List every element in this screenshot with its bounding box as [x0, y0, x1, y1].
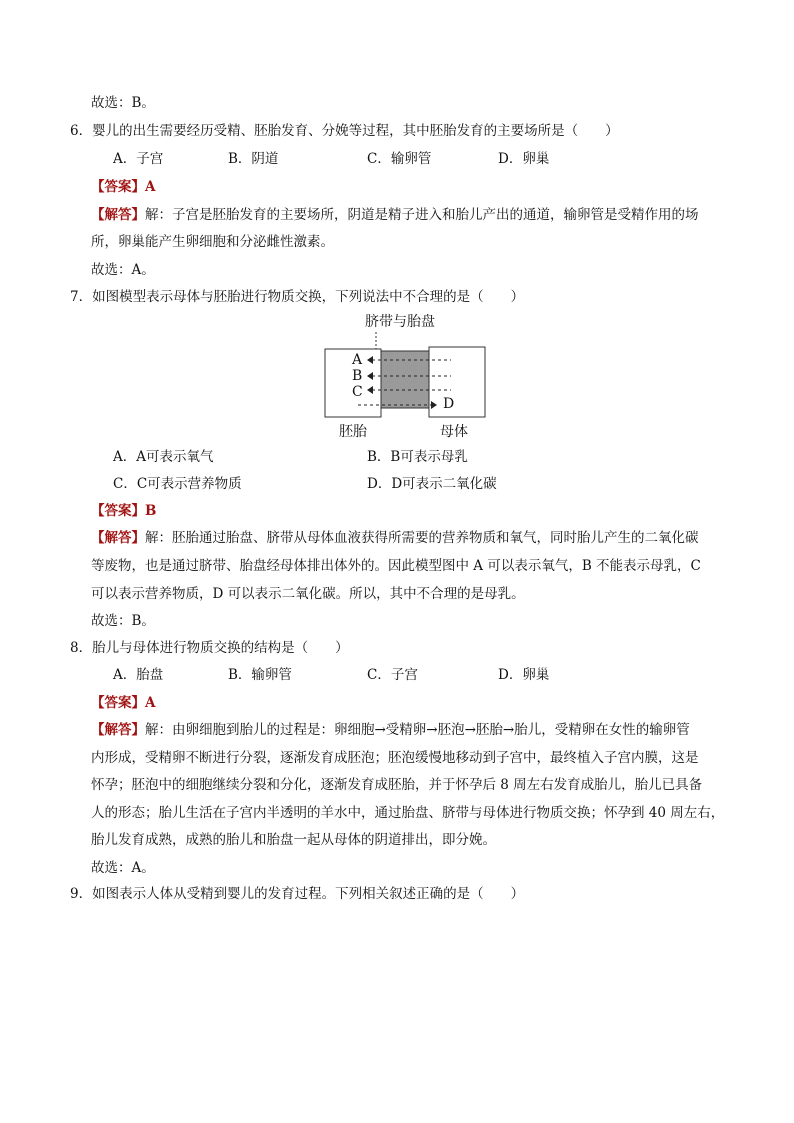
q7-conclusion: 故选：B。: [91, 613, 155, 629]
q6-analysis-line-2: 所，卵巢能产生卵细胞和分泌雌性激素。: [91, 234, 334, 250]
q9-stem: 9．如图表示人体从受精到婴儿的发育过程。下列相关叙述正确的是（ ）: [70, 886, 525, 902]
q7-stem: 7．如图模型表示母体与胚胎进行物质交换，下列说法中不合理的是（ ）: [70, 289, 525, 305]
mother-box: [429, 347, 485, 417]
answer-tag: 【答案】: [91, 503, 145, 519]
arrow-label-c: C: [352, 384, 363, 400]
q8-answer: [91, 693, 155, 713]
q7-analysis-line-2: 等废物，也是通过脐带、胎盘经母体排出体外的。因此模型图中 A 可以表示氧气，B 不能表示母乳，C: [91, 558, 701, 574]
q7-answer: [91, 501, 156, 521]
q8-option-d: D．卵巢: [498, 667, 550, 683]
answer-value: A: [145, 179, 156, 195]
analysis-text: 解：胚胎通过胎盘、脐带从母体血液获得所需要的营养物质和氧气，同时胎儿产生的二氧化碳: [145, 530, 699, 546]
q7-option-d: D．D可表示二氧化碳: [367, 476, 497, 492]
answer-tag: 【答案】: [91, 179, 145, 195]
q8-stem: 8．胎儿与母体进行物质交换的结构是（ ）: [70, 640, 349, 656]
answer-tag: 【答案】: [91, 695, 145, 711]
figure-label-mother: 母体: [440, 424, 468, 440]
analysis-tag: 【解答】: [91, 207, 145, 223]
placenta-exchange-diagram: [320, 308, 490, 443]
q7-analysis-line-3: 可以表示营养物质，D 可以表示二氧化碳。所以，其中不合理的是母乳。: [91, 586, 525, 602]
q7-option-b: B．B可表示母乳: [367, 449, 468, 465]
q6-conclusion: 故选：A。: [91, 262, 155, 278]
arrow-label-b: B: [352, 368, 363, 384]
answer-value: A: [145, 695, 156, 711]
figure-label-embryo: 胚胎: [339, 424, 367, 440]
analysis-tag: 【解答】: [91, 722, 145, 738]
q5-conclusion: 故选：B。: [91, 95, 155, 111]
q7-option-a: A．A可表示氧气: [113, 449, 214, 465]
q6-stem: 6．婴儿的出生需要经历受精、胚胎发育、分娩等过程，其中胚胎发育的主要场所是（ ）: [70, 123, 619, 139]
q8-option-c: C．子宫: [367, 667, 418, 683]
q8-option-b: B．输卵管: [228, 667, 292, 683]
arrow-label-d: D: [443, 396, 455, 412]
q7-option-c: C．C可表示营养物质: [113, 476, 242, 492]
q7-analysis-line-1: [91, 528, 699, 548]
q8-analysis-line-2: 内形成，受精卵不断进行分裂，逐渐发育成胚泡；胚泡缓慢地移动到子宫中，最终植入子宫内膜，这是: [91, 750, 699, 766]
answer-value: B: [145, 503, 157, 519]
q8-analysis-line-1: [91, 720, 690, 740]
figure-label-umbilical-placenta: 脐带与胎盘: [365, 314, 435, 330]
q6-option-b: B．阴道: [228, 151, 279, 167]
q6-option-a: A．子宫: [113, 151, 164, 167]
q6-option-c: C．输卵管: [367, 151, 432, 167]
analysis-text: 解：由卵细胞到胎儿的过程是：卵细胞→受精卵→胚泡→胚胎→胎儿，受精卵在女性的输卵管: [145, 722, 690, 738]
q8-analysis-line-5: 胎儿发育成熟，成熟的胎儿和胎盘一起从母体的阴道排出，即分娩。: [91, 832, 496, 848]
q8-conclusion: 故选：A。: [91, 860, 155, 876]
q6-option-d: D．卵巢: [498, 151, 550, 167]
q8-analysis-line-3: 怀孕；胚泡中的细胞继续分裂和分化，逐渐发育成胚胎，并于怀孕后 8 周左右发育成胎儿，胎儿已具备: [91, 777, 703, 793]
analysis-tag: 【解答】: [91, 530, 145, 546]
q8-option-a: A．胎盘: [113, 667, 164, 683]
q8-analysis-line-4: 人的形态；胎儿生活在子宫内半透明的羊水中，通过胎盘、脐带与母体进行物质交换；怀孕到 40 周左右，: [91, 805, 725, 821]
arrow-label-a: A: [352, 352, 363, 368]
q6-answer: [91, 177, 155, 197]
q6-analysis-line-1: [91, 205, 699, 225]
analysis-text: 解：子宫是胚胎发育的主要场所，阴道是精子进入和胎儿产出的通道，输卵管是受精作用的场: [145, 207, 699, 223]
